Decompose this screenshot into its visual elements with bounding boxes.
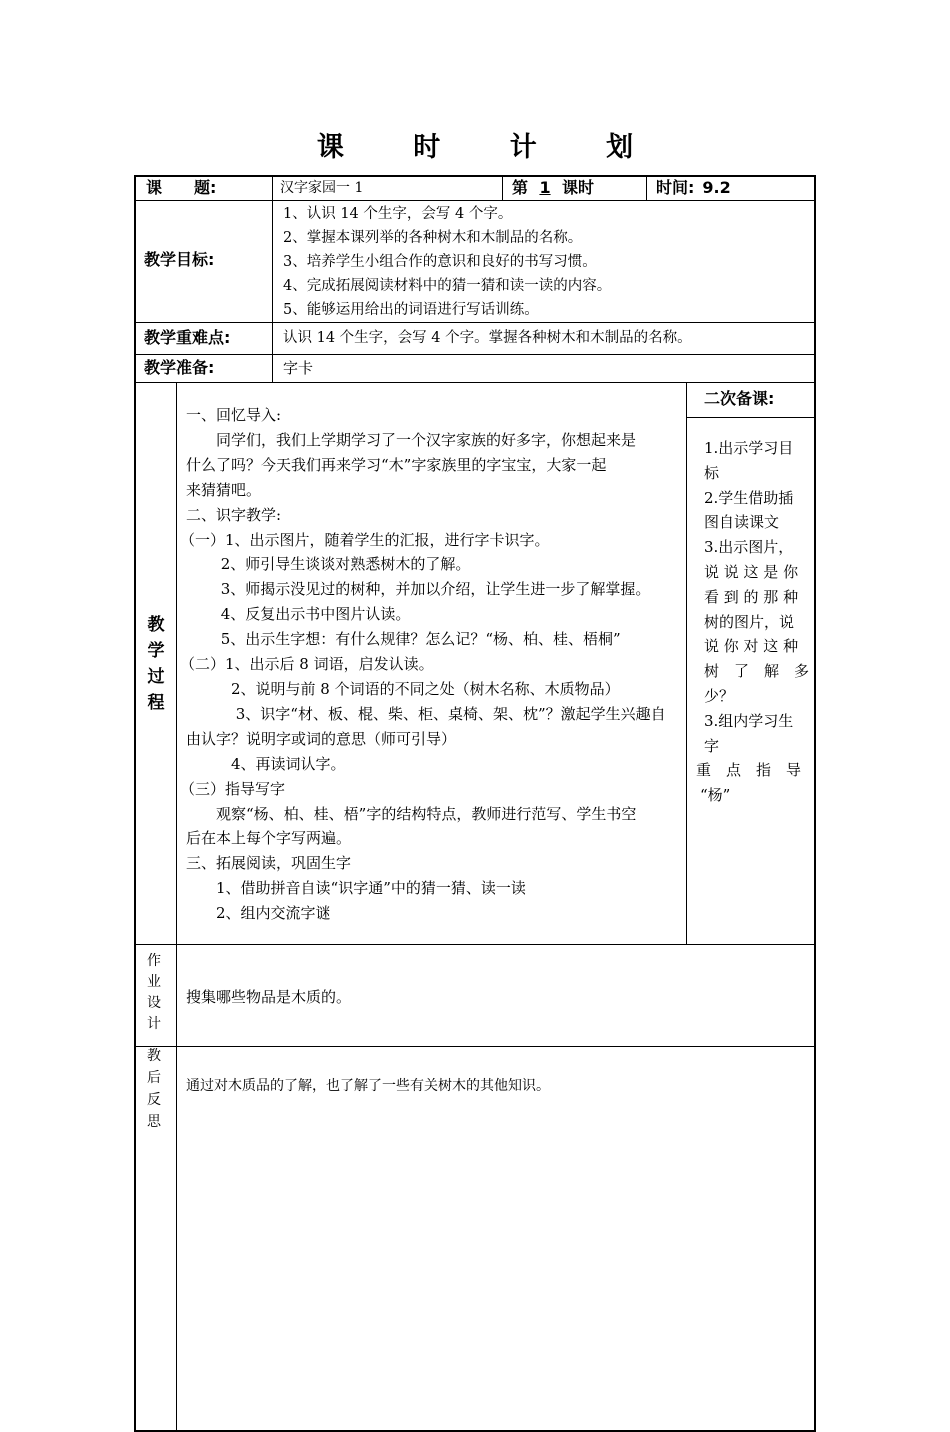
process-line: 观察“杨、柏、桂、梧”字的结构特点，教师进行范写、学生书空 <box>186 804 637 823</box>
process-line: 4、反复出示书中图片认读。 <box>186 605 411 624</box>
second-prep-line: 重 点 指 导 <box>696 761 802 780</box>
objective-item: 4、完成拓展阅读材料中的猜一猜和读一读的内容。 <box>283 278 612 294</box>
second-prep-line: 看 到 的 那 种 <box>704 587 799 606</box>
lesson-number-value: 1 <box>539 178 551 197</box>
process-line: 二、识字教学: <box>186 505 282 524</box>
process-line: （三）指导写字 <box>180 779 286 798</box>
topic-value: 汉字家园一 1 <box>280 180 364 196</box>
key-points-label: 教学重难点: <box>144 328 231 347</box>
reflection-value: 通过对木质品的了解，也了解了一些有关树木的其他知识。 <box>186 1078 550 1094</box>
second-prep-line: 字 <box>704 736 720 755</box>
objective-item: 3、培养学生小组合作的意识和良好的书写习惯。 <box>283 254 597 270</box>
reflection-label: 教 后 反 思 <box>147 1048 161 1130</box>
second-prep-notes <box>696 436 809 808</box>
second-prep-line: 2.学生借助插 <box>704 488 794 507</box>
homework-label: 作 业 设 计 <box>147 953 161 1032</box>
process-line: 后在本上每个字写两遍。 <box>186 829 352 848</box>
time-label: 时间: <box>656 178 695 197</box>
objective-item: 5、能够运用给出的词语进行写话训练。 <box>283 302 539 318</box>
process-line: 3、师揭示没见过的树种，并加以介绍，让学生进一步了解掌握。 <box>186 580 651 599</box>
process-line: 5、出示生字想：有什么规律？怎么记？“杨、柏、桂、梧桐” <box>186 630 621 649</box>
topic-label: 课 题: <box>146 178 217 197</box>
process-line: 三、拓展阅读，巩固生字 <box>186 854 352 873</box>
objective-item: 2、掌握本课列举的各种树木和木制品的名称。 <box>283 230 583 246</box>
second-prep-line: 标 <box>704 463 720 482</box>
second-prep-line: 3.出示图片， <box>704 538 794 557</box>
second-prep-line: 树 了 解 多 <box>704 662 810 681</box>
process-line: 2、说明与前 8 个词语的不同之处（树木名称、木质物品） <box>186 679 620 698</box>
process-line: 3、识字“材、板、棍、柴、柜、桌椅、架、枕”？激起学生兴趣自 <box>186 704 666 723</box>
objectives-label: 教学目标: <box>144 250 215 269</box>
page-title: 课 时 计 划 <box>316 132 664 163</box>
objective-item: 1、认识 14 个生字，会写 4 个字。 <box>283 206 513 222</box>
second-prep-line: 说 你 对 这 种 <box>704 637 799 656</box>
second-prep-line: 树的图片，说 <box>704 612 795 631</box>
preparation-value: 字卡 <box>283 359 314 377</box>
time-value: 9.2 <box>702 178 731 197</box>
lesson-suffix: 课时 <box>562 178 595 197</box>
process-line: 同学们，我们上学期学习了一个汉字家族的好多字，你想起来是 <box>186 430 637 449</box>
second-prep-line: 图自读课文 <box>704 513 780 532</box>
lesson-time <box>656 177 731 199</box>
process-line: 4、再读词认字。 <box>186 754 346 773</box>
second-prep-line: 少？ <box>704 686 735 705</box>
second-prep-line: 1.出示学习目 <box>704 439 794 457</box>
second-prep-label: 二次备课: <box>704 389 775 408</box>
process-line: 1、借助拼音自读“识字通”中的猜一猜、读一读 <box>186 879 526 898</box>
process-line: 2、组内交流字谜 <box>186 904 331 923</box>
homework-value: 搜集哪些物品是木质的。 <box>186 988 352 1006</box>
process-line: 2、师引导生谈谈对熟悉树木的了解。 <box>186 555 471 574</box>
process-line: 一、回忆导入: <box>186 406 282 424</box>
process-line: 来猜猜吧。 <box>186 480 262 499</box>
lesson-prefix: 第 <box>512 178 529 197</box>
process-content <box>180 403 666 926</box>
preparation-label: 教学准备: <box>144 358 215 377</box>
lesson-number <box>512 177 594 199</box>
process-label: 教 学 过 程 <box>147 615 165 713</box>
process-line: 什么了吗？今天我们再来学习“木”字家族里的字宝宝，大家一起 <box>186 455 607 474</box>
second-prep-line: “杨” <box>700 786 731 805</box>
second-prep-line: 说 说 这 是 你 <box>704 562 799 581</box>
process-line: （二）1、出示后 8 词语，启发认读。 <box>180 655 434 674</box>
objectives-list <box>283 202 611 322</box>
second-prep-line: 3.组内学习生 <box>704 711 794 730</box>
key-points-value: 认识 14 个生字，会写 4 个字。掌握各种树木和木制品的名称。 <box>283 330 692 346</box>
process-line: （一）1、出示图片，随着学生的汇报，进行字卡识字。 <box>180 530 550 549</box>
process-line: 由认字？说明字或词的意思（师可引导） <box>186 729 457 748</box>
